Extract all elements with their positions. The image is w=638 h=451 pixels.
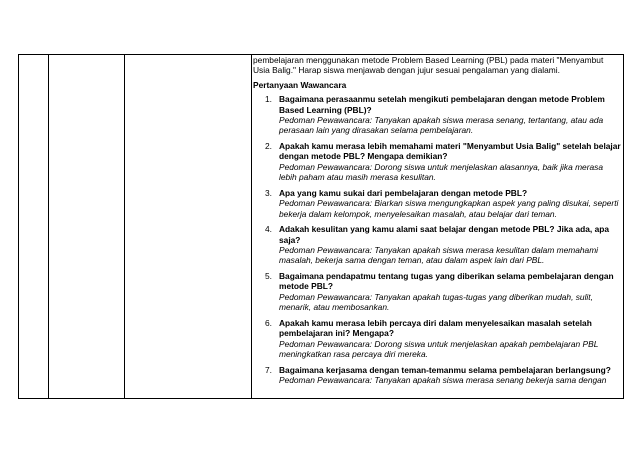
question-text: Bagaimana kerjasama dengan teman-temanmu selama pembelajaran berlangsung? xyxy=(279,364,611,375)
interviewer-guide: Pedoman Pewawancara: Tanyakan apakah tugas-tugas yang diberikan mudah, sulit, menarik, atau membosankan. xyxy=(279,291,593,313)
table-column-border-3 xyxy=(124,54,125,399)
table-column-border-2 xyxy=(48,54,49,399)
table-bottom-border xyxy=(18,398,624,399)
question-text: Apakah kamu merasa lebih percaya diri dalam menyelesaikan masalah setelah pembelajaran ini? Mengapa? xyxy=(279,317,592,339)
table-column-border-5 xyxy=(623,54,624,399)
question-number: 7. xyxy=(265,364,272,375)
question-number: 2. xyxy=(265,141,272,152)
question-item xyxy=(252,94,622,136)
question-number: 3. xyxy=(265,187,272,198)
question-number: 1. xyxy=(265,94,272,105)
question-number: 4. xyxy=(265,224,272,235)
question-item xyxy=(252,188,622,219)
interviewer-guide: Pedoman Pewawancara: Dorong siswa untuk menjelaskan alasannya, baik jika merasa lebih paham atau masih merasa kesulitan. xyxy=(279,161,604,183)
table-column-border-1 xyxy=(18,54,19,399)
question-text: Bagaimana pendapatmu tentang tugas yang diberikan selama pembelajaran dengan metode PBL? xyxy=(279,271,614,292)
question-item xyxy=(252,224,622,266)
question-item xyxy=(252,141,622,183)
question-number: 6. xyxy=(265,317,272,328)
question-list xyxy=(252,94,622,385)
question-text: Adakah kesulitan yang kamu alami saat belajar dengan metode PBL? Jika ada, apa saja? xyxy=(279,224,610,245)
interviewer-guide: Pedoman Pewawancara: Tanyakan apakah siswa merasa senang, tertantang, atau ada perasaan lain yang dirasakan selama pembelajaran. xyxy=(279,115,604,136)
question-item xyxy=(252,271,622,313)
question-text: Apa yang kamu sukai dari pembelajaran dengan metode PBL? xyxy=(279,187,528,198)
question-number: 5. xyxy=(265,271,272,282)
intro-paragraph: pembelajaran menggunakan metode Problem Based Learning (PBL) pada materi "Menyambut Usia Balig." Harap siswa menjawab dengan jujur sesuai pengalaman yang dialami. xyxy=(253,55,604,76)
section-heading: Pertanyaan Wawancara xyxy=(253,79,347,90)
interviewer-guide: Pedoman Pewawancara: Dorong siswa untuk menjelaskan apakah pembelajaran PBL meningkatkan rasa percaya diri mereka. xyxy=(279,338,599,360)
question-item xyxy=(252,365,622,386)
interviewer-guide: Pedoman Pewawancara: Tanyakan apakah siswa merasa kesulitan dalam memahami masalah, bekerja sama dengan teman, atau dalam aspek lain dari PBL. xyxy=(279,245,599,266)
question-item xyxy=(252,318,622,360)
interviewer-guide: Pedoman Pewawancara: Biarkan siswa mengungkapkan aspek yang paling disukai, seperti bekerja dalam kelompok, menyelesaikan masalah, atau belajar dari teman. xyxy=(279,198,619,219)
question-text: Apakah kamu merasa lebih memahami materi "Menyambut Usia Balig" setelah belajar dengan metode PBL? Mengapa demikian? xyxy=(279,141,621,162)
table-cell-content xyxy=(252,55,622,391)
question-text: Bagaimana perasaanmu setelah mengikuti pembelajaran dengan metode Problem Based Learning (PBL)? xyxy=(279,94,605,115)
interviewer-guide: Pedoman Pewawancara: Tanyakan apakah siswa merasa senang bekerja sama dengan xyxy=(279,375,607,386)
